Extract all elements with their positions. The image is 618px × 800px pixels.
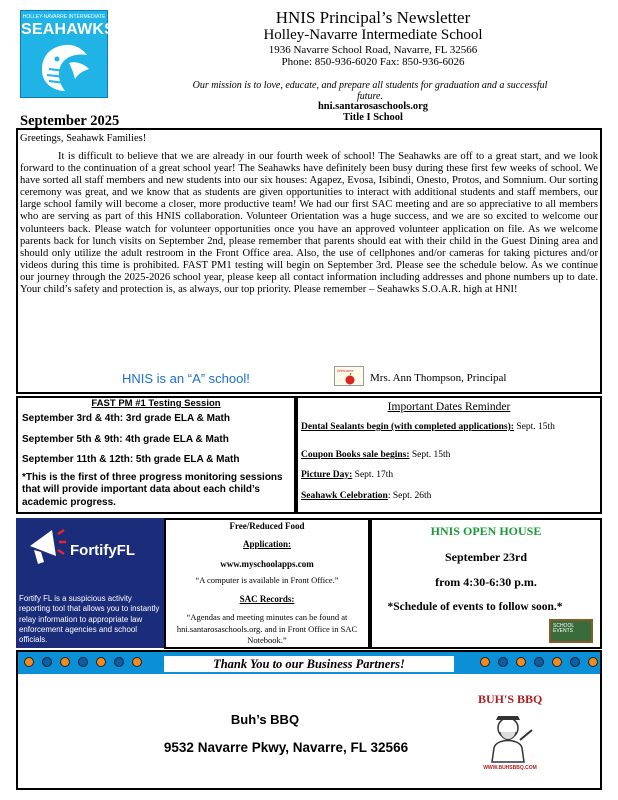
orange-dot-icon: [480, 657, 490, 667]
blue-dot-icon: [498, 657, 508, 667]
fast-testing-line: September 5th & 9th: 4th grade ELA & Math: [22, 434, 229, 445]
date-item: [301, 491, 597, 503]
fast-testing-title: FAST PM #1 Testing Session: [91, 398, 221, 409]
date-item-value: : Sept. 26th: [387, 491, 432, 501]
date-item-value: Sept. 15th: [409, 450, 451, 460]
megaphone-icon: [26, 526, 66, 570]
school-address: 1936 Navarre School Road, Navarre, FL 32566: [268, 44, 478, 56]
date-item: [301, 470, 597, 482]
orange-dot-icon: [552, 657, 562, 667]
blue-dot-icon: [534, 657, 544, 667]
orange-dot-icon: [24, 657, 34, 667]
apple-icon: [344, 373, 356, 385]
bbq-logo-text: BUH'S BBQ: [478, 692, 543, 706]
letter-body: [20, 151, 598, 296]
principal-signature: Mrs. Ann Thompson, Principal: [370, 372, 507, 384]
date-item-label: Dental Sealants begin (with completed applications):: [301, 422, 514, 432]
board-text: SCHOOL EVENTS: [553, 623, 574, 634]
logo-top-text: HOLLEY-NAVARRE INTERMEDIATE: [22, 14, 106, 20]
fast-testing-line: September 11th & 12th: 5th grade ELA & Math: [22, 454, 240, 465]
business-partners-title: Thank You to our Business Partners!: [164, 656, 454, 672]
apple-sign-text: Welcome: [337, 368, 354, 373]
blue-dot-icon: [78, 657, 88, 667]
fast-testing-note: *This is the first of three progress monitoring sessions that will provide important data about each child’s academic progress.: [22, 472, 283, 508]
orange-dot-icon: [132, 657, 142, 667]
important-dates-title: Important Dates Reminder: [387, 401, 511, 413]
food-note: “A computer is available in Front Office.”: [195, 575, 339, 585]
date-item-value: Sept. 17th: [352, 470, 394, 480]
food-title: Free/Reduced Food: [229, 521, 305, 531]
newsletter-title: HNIS Principal’s Newsletter: [275, 8, 471, 27]
date-item: [301, 422, 597, 434]
orange-dot-icon: [96, 657, 106, 667]
apple-sign-image: [334, 366, 364, 386]
mission-statement: Our mission is to love, educate, and prepare all students for graduation and a successful future.: [192, 80, 548, 102]
fast-testing-line: September 3rd & 4th: 3rd grade ELA & Math: [22, 413, 230, 424]
blue-dot-icon: [42, 657, 52, 667]
blue-dot-icon: [570, 657, 580, 667]
seahawk-icon: [35, 41, 95, 93]
food-website-link[interactable]: www.myschoolapps.com: [220, 559, 314, 569]
food-application-label: Application:: [242, 539, 291, 549]
open-house-title: HNIS OPEN HOUSE: [430, 524, 542, 538]
orange-dot-icon: [516, 657, 526, 667]
school-events-board-icon: [549, 619, 593, 643]
a-school-banner: HNIS is an “A” school!: [122, 371, 250, 386]
business-name: Buh’s BBQ: [230, 712, 300, 727]
title-one-label: Title I School: [343, 112, 403, 123]
date-item-value: Sept. 15th: [513, 422, 555, 432]
fortifyfl-name: FortifyFL: [70, 542, 135, 559]
date-item-label: Picture Day:: [301, 470, 353, 480]
bbq-logo-url: WWW.BUHSBBQ.COM: [483, 765, 537, 771]
open-house-time: from 4:30-6:30 p.m.: [435, 575, 537, 589]
letter-greeting: Greetings, Seahawk Families!: [20, 133, 147, 144]
school-name: Holley-Navarre Intermediate School: [263, 27, 483, 43]
date-item-label: Seahawk Celebration: [301, 491, 388, 501]
open-house-date: September 23rd: [444, 550, 528, 564]
seahawks-logo: [20, 10, 116, 98]
orange-dot-icon: [588, 657, 598, 667]
logo-word: SEAHAWKS: [21, 21, 116, 38]
letter-paragraph: It is difficult to believe that we are already in our fourth week of school! The Seahawks are off to a great start, and we look forward to the continuation of a great school year! The Seahawks have definitely been busy during these first few weeks of school. We have sorted all staff members and new students into our six houses: Agapez, Evosa, Isibindi, Onesto, Protos, and Somnium. Our sorting ceremony was great, and we know that as students are given opportunities to interact with additional students and staff members, our large school family will become a closer, more productive team! We had our first SAC meeting and are so appreciative to all members who are serving as part of this HNIS collaboration. Volunteer Orientation was a huge success, and we are so excited to welcome our volunteers back. Please watch for volunteer opportunities once you have an approved volunteer application on file. As we welcome parents back for lunch visits on September 2nd, please remember that parents should eat with their child in the Guest Dining area and should only utilize the adult restroom in the Front Office area. Also, the use of cellphones and/or cameras for taking pictures and/or videos during this time is prohibited. FAST PM1 testing will begin on September 3rd. Please see the schedule below. As we continue our journey through the 2025-2026 school year, please keep all contact information including addresses and phone numbers up to date. Your child’s safety and protection is, as always, our top priority. Please remember – Seahawks S.O.A.R. high at HNI!: [20, 151, 598, 296]
business-address: 9532 Navarre Pkwy, Navarre, FL 32566: [163, 740, 409, 755]
date-item-label: Coupon Books sale begins:: [301, 450, 410, 460]
school-website[interactable]: hni.santarosaschools.org: [317, 101, 429, 112]
orange-dot-icon: [60, 657, 70, 667]
sac-records-note: “Agendas and meeting minutes can be found at hni.santarosaschools.org. and in Front Office in SAC Notebook.”: [176, 612, 358, 645]
fortifyfl-description: Fortify FL is a suspicious activity reporting tool that allows you to instantly relay information to appropriate law enforcement agencies and school officials.: [19, 594, 160, 645]
newsletter-month: September 2025: [20, 113, 120, 129]
sac-records-title: SAC Records:: [239, 594, 295, 604]
school-phones: Phone: 850-936-6020 Fax: 850-936-6026: [281, 56, 465, 68]
blue-dot-icon: [114, 657, 124, 667]
open-house-note: *Schedule of events to follow soon.*: [387, 601, 563, 613]
date-item: [301, 450, 597, 462]
